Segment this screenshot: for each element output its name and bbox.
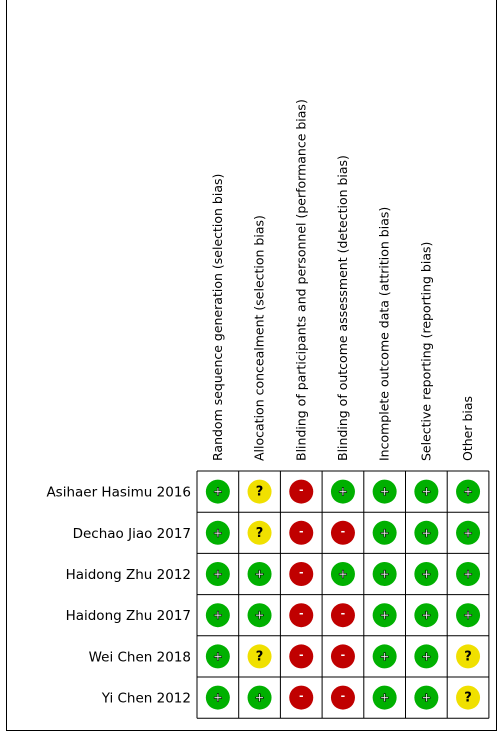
judgement-symbol: + [421, 649, 432, 664]
judgement-symbol: - [298, 648, 304, 662]
judgement-symbol: - [340, 524, 346, 538]
judgement-symbol: + [421, 567, 432, 581]
judgement-symbol: ? [255, 484, 264, 500]
column-header-1: Random sequence generation (selection bias) [209, 173, 225, 461]
column-header-4: Blinding of outcome assessment (detection bias) [334, 155, 350, 461]
judgement-symbol: - [340, 648, 346, 662]
judgement-symbol: + [212, 649, 223, 664]
judgement-symbol: ? [464, 649, 472, 665]
judgement-symbol: - [298, 566, 304, 579]
judgement-symbol: + [463, 484, 474, 499]
judgement-symbol: + [254, 567, 265, 581]
judgement-symbol: + [254, 690, 265, 705]
judgement-symbol: - [340, 689, 346, 703]
judgement-symbol: + [212, 690, 223, 705]
judgement-symbol: - [298, 689, 304, 703]
column-header-7: Other bias [460, 395, 476, 461]
judgement-symbol: + [212, 525, 223, 540]
judgement-symbol: + [463, 567, 474, 581]
judgement-symbol: + [212, 608, 223, 623]
row-label-5: Wei Chen 2018 [88, 649, 191, 666]
judgement-symbol: + [379, 649, 390, 664]
row-label-1: Asihaer Hasimu 2016 [46, 484, 191, 501]
column-header-6: Selective reporting (reporting bias) [418, 241, 434, 461]
judgement-symbol: + [421, 484, 432, 499]
row-label-2: Dechao Jiao 2017 [72, 525, 191, 542]
column-header-2: Allocation concealment (selection bias) [251, 215, 267, 461]
judgement-symbol: - [298, 524, 304, 538]
judgement-symbol: + [463, 525, 474, 540]
column-header-3: Blinding of participants and personnel (performance bias) [293, 99, 309, 461]
row-label-6: Yi Chen 2012 [101, 690, 191, 707]
judgement-symbol: + [421, 525, 432, 540]
judgement-symbol: + [379, 484, 390, 499]
judgement-symbol: - [298, 483, 304, 497]
judgement-symbol: + [337, 567, 348, 581]
judgement-symbol: ? [464, 690, 472, 706]
row-label-3: Haidong Zhu 2012 [65, 567, 191, 583]
judgement-symbol: - [298, 607, 304, 621]
judgement-symbol: + [463, 608, 474, 623]
judgement-symbol: + [421, 608, 432, 623]
judgement-symbol: + [379, 690, 390, 705]
judgement-symbol: + [379, 608, 390, 623]
judgement-symbol: + [212, 567, 223, 581]
row-label-4: Haidong Zhu 2017 [65, 608, 191, 625]
judgement-symbol: ? [255, 649, 264, 665]
judgement-symbol: + [379, 567, 390, 581]
judgement-symbol: + [337, 484, 348, 499]
judgement-symbol: + [379, 525, 390, 540]
judgement-symbol: - [340, 607, 346, 621]
judgement-symbol: + [421, 690, 432, 705]
column-header-5: Incomplete outcome data (attrition bias) [376, 206, 392, 461]
judgement-symbol: + [212, 484, 223, 499]
judgement-symbol: + [254, 608, 265, 623]
judgement-symbol: ? [255, 525, 264, 541]
